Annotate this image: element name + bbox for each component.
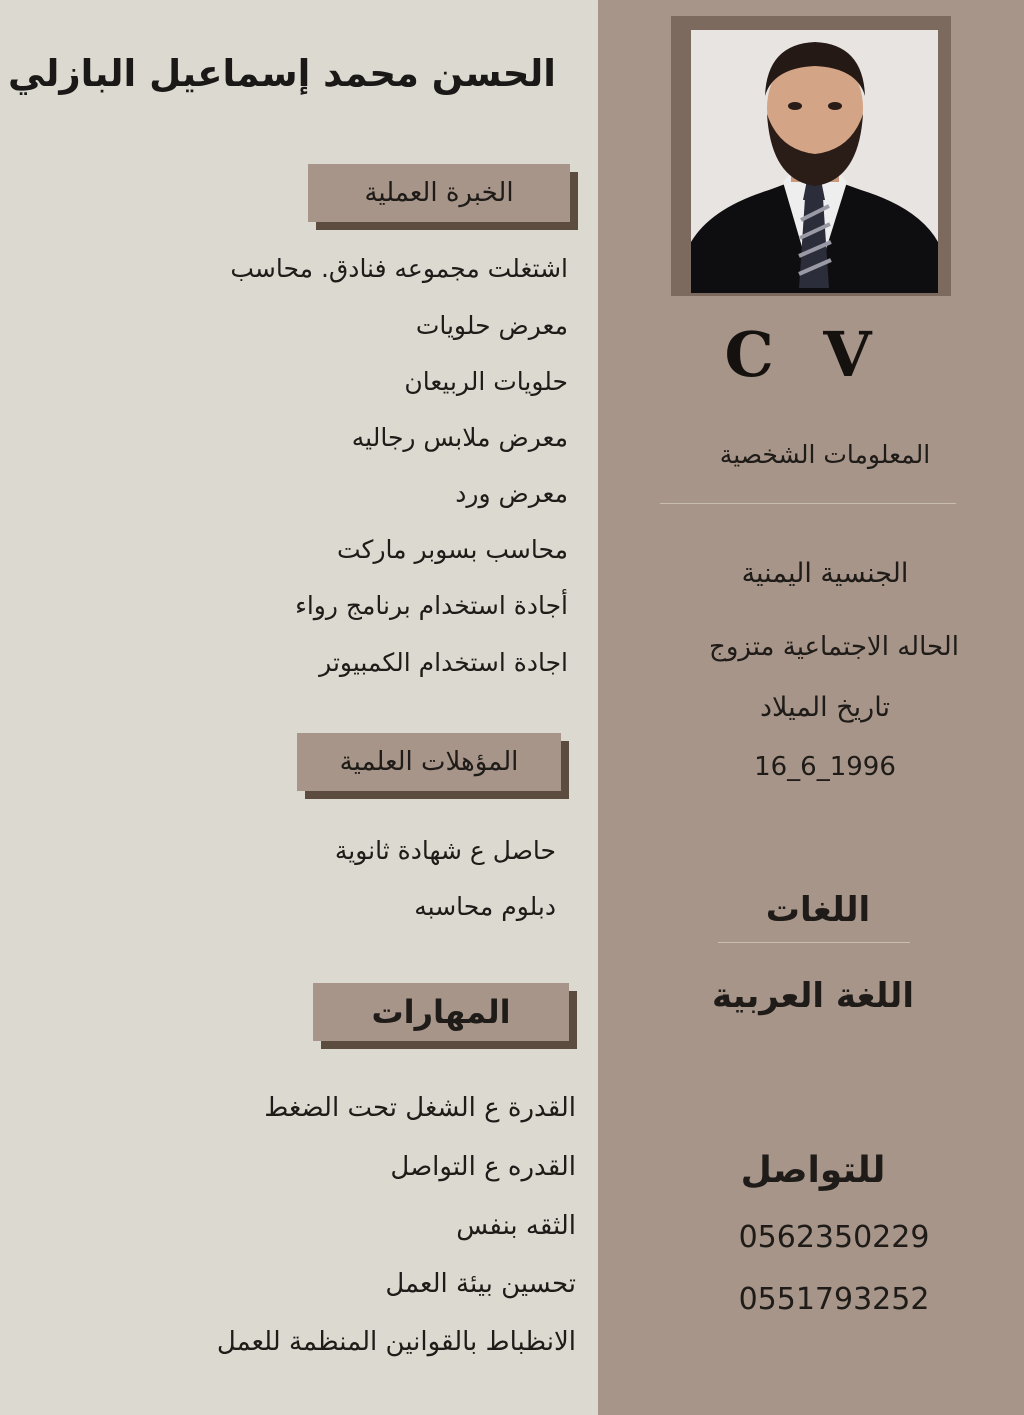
experience-item: محاسب بسوبر ماركت — [337, 535, 568, 564]
personal-info-divider — [660, 503, 956, 504]
qualifications-heading: المؤهلات العلمية — [339, 747, 519, 777]
profile-photo — [691, 30, 938, 293]
photo-frame — [671, 16, 951, 296]
phone-number[interactable]: 0562350229 — [738, 1220, 930, 1255]
experience-item: معرض حلويات — [415, 311, 568, 340]
skill-item: الثقه بنفس — [456, 1211, 576, 1241]
experience-heading: الخبرة العملية — [364, 178, 514, 208]
qualification-item: دبلوم محاسبه — [414, 892, 556, 921]
personal-info-heading: المعلومات الشخصية — [719, 440, 931, 469]
experience-item: اجادة استخدام الكمبيوتر — [319, 648, 568, 677]
language-item: اللغة العربية — [712, 976, 914, 1016]
experience-item: معرض ملابس رجاليه — [351, 423, 568, 452]
phone-number[interactable]: 0551793252 — [738, 1282, 930, 1317]
languages-heading: اللغات — [765, 890, 871, 930]
experience-item: حلويات الربيعان — [404, 367, 568, 396]
contact-heading: للتواصل — [740, 1150, 886, 1191]
experience-item: معرض ورد — [455, 479, 568, 508]
nationality: الجنسية اليمنية — [741, 558, 909, 589]
birth-date-label: تاريخ الميلاد — [760, 692, 890, 723]
skill-item: القدره ع التواصل — [390, 1152, 576, 1182]
qualifications-heading-tab — [297, 733, 561, 791]
experience-item: أجادة استخدام برنامج رواء — [295, 591, 568, 620]
marital-status: الحاله الاجتماعية متزوج — [709, 632, 959, 662]
skill-item: القدرة ع الشغل تحت الضغط — [264, 1093, 576, 1123]
cv-title: C V — [724, 318, 886, 391]
skill-item: تحسين بيئة العمل — [385, 1269, 576, 1299]
languages-divider — [718, 942, 910, 943]
birth-date: 16_6_1996 — [754, 752, 896, 782]
experience-heading-tab — [308, 164, 570, 222]
skills-heading-tab — [313, 983, 569, 1041]
qualification-item: حاصل ع شهادة ثانوية — [334, 836, 556, 865]
skills-heading: المهارات — [371, 993, 511, 1031]
skill-item: الانظباط بالقوانين المنظمة للعمل — [216, 1327, 576, 1357]
experience-item: اشتغلت مجموعه فنادق. محاسب — [230, 254, 568, 283]
full-name: الحسن محمد إسماعيل البازلي — [8, 52, 556, 95]
